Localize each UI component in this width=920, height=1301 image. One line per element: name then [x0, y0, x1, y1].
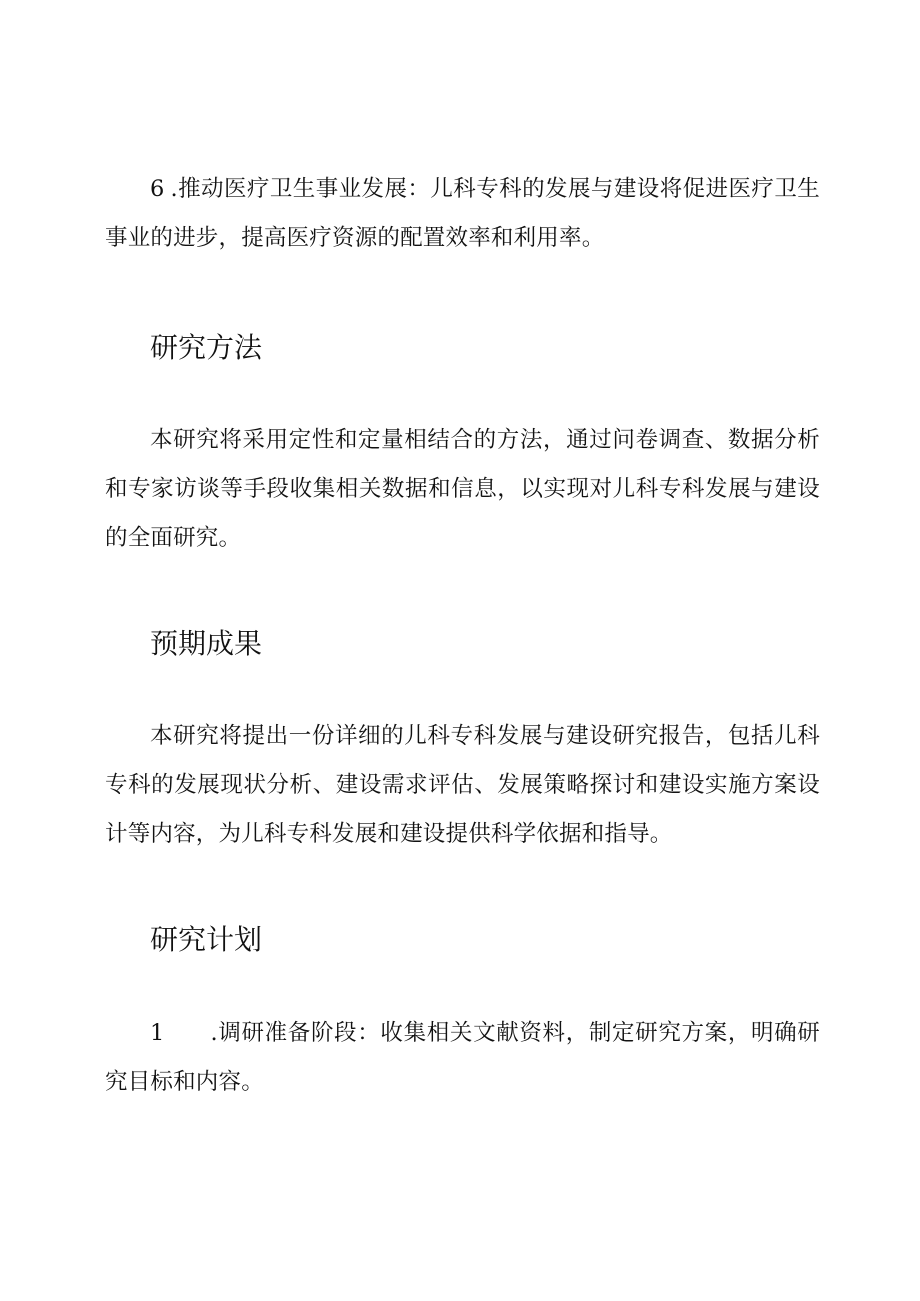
list-item-6: [105, 165, 820, 263]
list-item-text: .推动医疗卫生事业发展：儿科专科的发展与建设将促进医疗卫生事业的进步，提高医疗资源的配置效率和利用率。: [105, 176, 820, 251]
list-item-1: [105, 1009, 820, 1107]
paragraph-results: 本研究将提出一份详细的儿科专科发展与建设研究报告，包括儿科专科的发展现状分析、建设需求评估、发展策略探讨和建设实施方案设计等内容，为儿科专科发展和建设提供科学依据和指导。: [105, 723, 820, 847]
section-heading-results: 预期成果: [150, 627, 263, 660]
section-heading-methods: 研究方法: [150, 331, 263, 364]
paragraph-methods: 本研究将采用定性和定量相结合的方法，通过问卷调查、数据分析和专家访谈等手段收集相关数据和信息，以实现对儿科专科发展与建设的全面研究。: [105, 427, 820, 551]
list-number: 6: [150, 176, 165, 202]
list-item-text: .调研准备阶段：收集相关文献资料，制定研究方案，明确研究目标和内容。: [105, 1020, 820, 1095]
section-heading-plan: 研究计划: [150, 923, 263, 956]
list-number: 1: [150, 1020, 165, 1046]
